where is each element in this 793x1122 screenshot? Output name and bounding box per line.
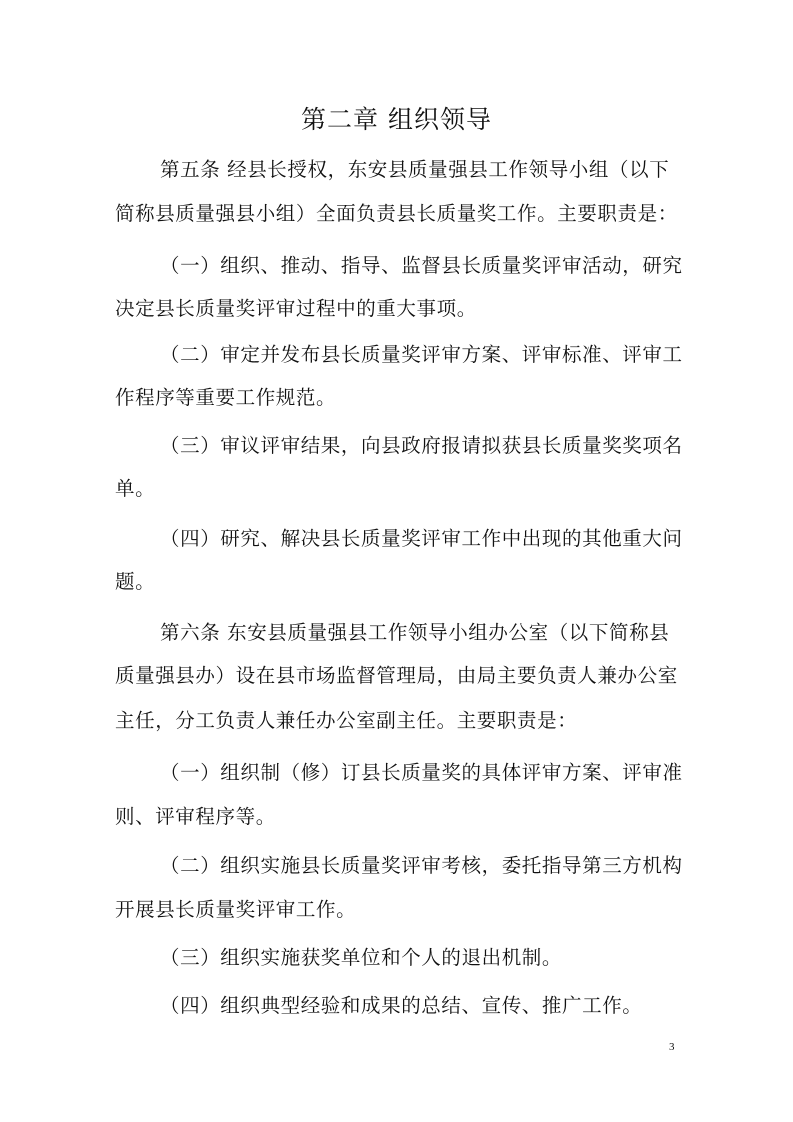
article-6-line-2: 质量强县办）设在县市场监督管理局，由局主要负责人兼办公室 [115,664,678,687]
article-6-item-1-line-2: 则、评审程序等。 [115,805,276,828]
article-5-item-1-line-1: （一）组织、推动、指导、监督县长质量奖评审活动，研究 [160,254,683,277]
article-6-line-1: 第六条 东安县质量强县工作领导小组办公室（以下简称县 [160,621,670,644]
article-5-item-3-line-2: 单。 [115,477,156,500]
article-6-item-4: （四）组织典型经验和成果的总结、宣传、推广工作。 [160,994,643,1017]
article-5-item-3-line-1: （三）审议评审结果，向县政府报请拟获县长质量奖奖项名 [160,434,683,457]
article-5-line-1: 第五条 经县长授权，东安县质量强县工作领导小组（以下 [160,158,670,181]
article-6-item-1-line-1: （一）组织制（修）订县长质量奖的具体评审方案、评审准 [160,761,683,784]
article-5-line-2: 简称县质量强县小组）全面负责县长质量奖工作。主要职责是： [115,202,678,225]
page-number: 3 [669,1041,675,1053]
article-5-item-1-line-2: 决定县长质量奖评审过程中的重大事项。 [115,297,477,320]
article-5-item-4-line-1: （四）研究、解决县长质量奖评审工作中出现的其他重大问 [160,527,683,550]
article-6-item-3: （三）组织实施获奖单位和个人的退出机制。 [160,946,563,969]
article-6-item-2-line-1: （二）组织实施县长质量奖评审考核，委托指导第三方机构 [160,854,683,877]
article-5-item-4-line-2: 题。 [115,570,156,593]
chapter-title: 第二章 组织领导 [301,105,492,134]
article-6-item-2-line-2: 开展县长质量奖评审工作。 [115,898,357,921]
article-5-item-2-line-2: 作程序等重要工作规范。 [115,386,337,409]
article-6-line-3: 主任，分工负责人兼任办公室副主任。主要职责是： [115,709,578,732]
article-5-item-2-line-1: （二）审定并发布县长质量奖评审方案、评审标准、评审工 [160,343,683,366]
